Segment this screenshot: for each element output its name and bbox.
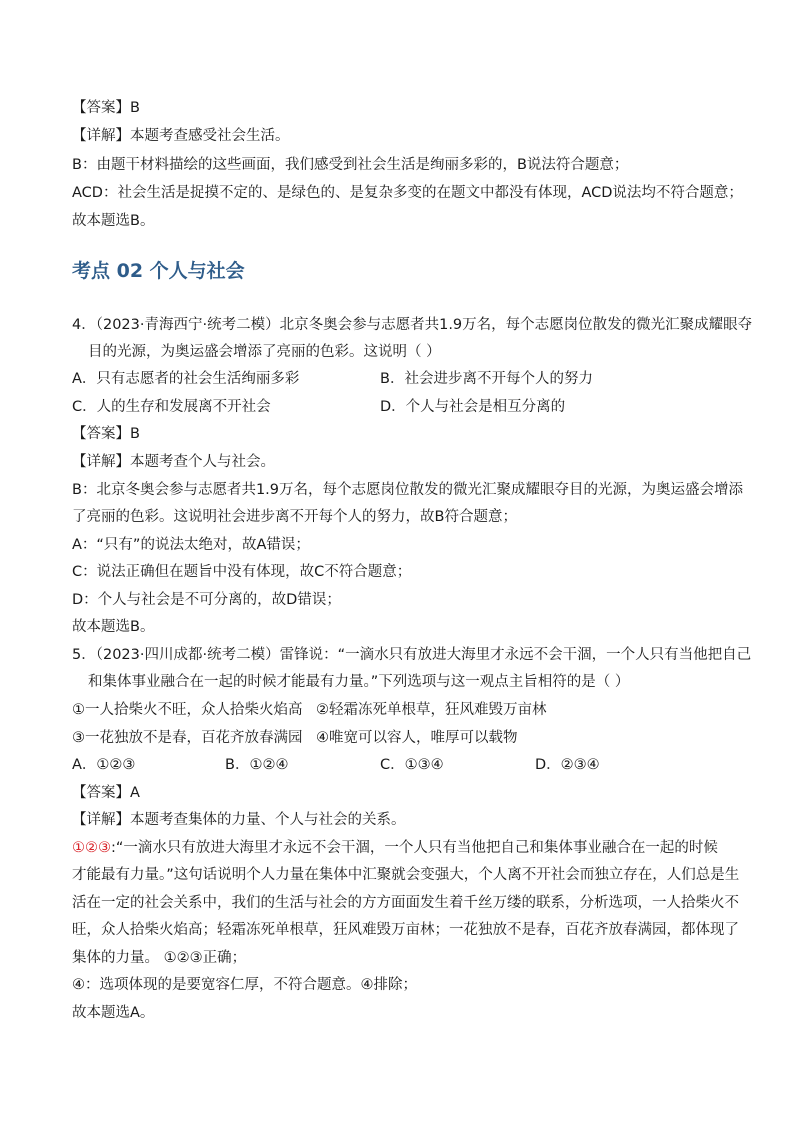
q5-item-1: ①一人拾柴火不旺，众人拾柴火焰高 [72, 702, 303, 718]
q4-stem-line2: 目的光源，为奥运盛会增添了亮丽的色彩。这说明（ ） [88, 344, 441, 360]
q5-stem-line1: 5．（2023·四川成都·统考二模）雷锋说：“一滴水只有放进大海里才永远不会干涸，一个人只有当他把自己 [72, 647, 752, 663]
q5-item-2: ②轻霜冻死单根草，狂风难毁万亩林 [316, 702, 547, 718]
q4-analysis-b-line2: 了亮丽的色彩。这说明社会进步离不开每个人的努力，故B符合题意； [72, 509, 517, 525]
q5-analysis-line2: 才能最有力量。”这句话说明个人力量在集体中汇聚就会变强大，个人离不开社会而独立存在，人们总是生 [72, 867, 740, 883]
q5-analysis-line3: 活在一定的社会关系中，我们的生活与社会的方方面面发生着千丝万缕的联系，分析选项，一人拾柴火不 [72, 895, 739, 911]
q5-option-b: B．①②④ [225, 757, 289, 773]
q4-detail: 【详解】本题考查个人与社会。 [72, 454, 275, 470]
q5-analysis-line5: 集体的力量。 ①②③正确； [72, 950, 247, 966]
q4-analysis-c: C：说法正确但在题旨中没有体现，故C不符合题意； [72, 564, 412, 580]
q4-conclusion: 故本题选B。 [72, 619, 155, 635]
q3-conclusion: 故本题选B。 [72, 213, 155, 229]
q5-answer: 【答案】A [72, 785, 140, 801]
q4-option-b: B．社会进步离不开每个人的努力 [380, 371, 593, 387]
q5-item-4: ④唯宽可以容人，唯厚可以载物 [316, 730, 518, 746]
section-heading: 考点 02 个人与社会 [72, 260, 245, 282]
q5-item-3: ③一花独放不是春，百花齐放春满园 [72, 730, 303, 746]
q4-analysis-b-line1: B：北京冬奥会参与志愿者共1.9万名，每个志愿岗位散发的微光汇聚成耀眼夺目的光源，为奥运盛会增添 [72, 482, 744, 498]
q4-option-a: A．只有志愿者的社会生活绚丽多彩 [72, 371, 300, 387]
q5-option-d: D．②③④ [535, 757, 600, 773]
q3-answer: 【答案】B [72, 100, 140, 116]
q5-analysis-line6: ④：选项体现的是要宽容仁厚，不符合题意。④排除； [72, 977, 417, 993]
q5-detail: 【详解】本题考查集体的力量、个人与社会的关系。 [72, 812, 406, 828]
q5-stem-line2: 和集体事业融合在一起的时候才能最有力量。”下列选项与这一观点主旨相符的是（ ） [88, 674, 630, 690]
q5-conclusion: 故本题选A。 [72, 1005, 155, 1021]
q5-option-a: A．①②③ [72, 757, 136, 773]
q4-option-c: C．人的生存和发展离不开社会 [72, 399, 271, 415]
q5-option-c: C．①③④ [380, 757, 444, 773]
q5-analysis-marks: ①②③ [72, 840, 111, 856]
q3-analysis-b: B：由题干材料描绘的这些画面，我们感受到社会生活是绚丽多彩的，B说法符合题意； [72, 157, 629, 173]
q4-option-d: D．个人与社会是相互分离的 [380, 399, 566, 415]
q5-analysis-line4: 旺，众人拾柴火焰高；轻霜冻死单根草，狂风难毁万亩林；一花独放不是春，百花齐放春满园，都体现了 [72, 922, 739, 938]
q4-stem-line1: 4．（2023·青海西宁·统考二模）北京冬奥会参与志愿者共1.9万名，每个志愿岗位散发的微光汇聚成耀眼夺 [72, 317, 753, 333]
q4-analysis-d: D：个人与社会是不可分离的，故D错误； [72, 592, 341, 608]
q5-analysis-line1 [72, 838, 718, 858]
q5-analysis-text1: :“一滴水只有放进大海里才永远不会干涸，一个人只有当他把自己和集体事业融合在一起的时候 [111, 840, 718, 856]
q3-detail: 【详解】本题考查感受社会生活。 [72, 128, 290, 144]
q4-answer: 【答案】B [72, 426, 140, 442]
q3-analysis-acd: ACD：社会生活是捉摸不定的、是绿色的、是复杂多变的在题文中都没有体现，ACD说法均不符合题意； [72, 185, 743, 201]
q4-analysis-a: A：“只有”的说法太绝对，故A错误； [72, 537, 310, 553]
